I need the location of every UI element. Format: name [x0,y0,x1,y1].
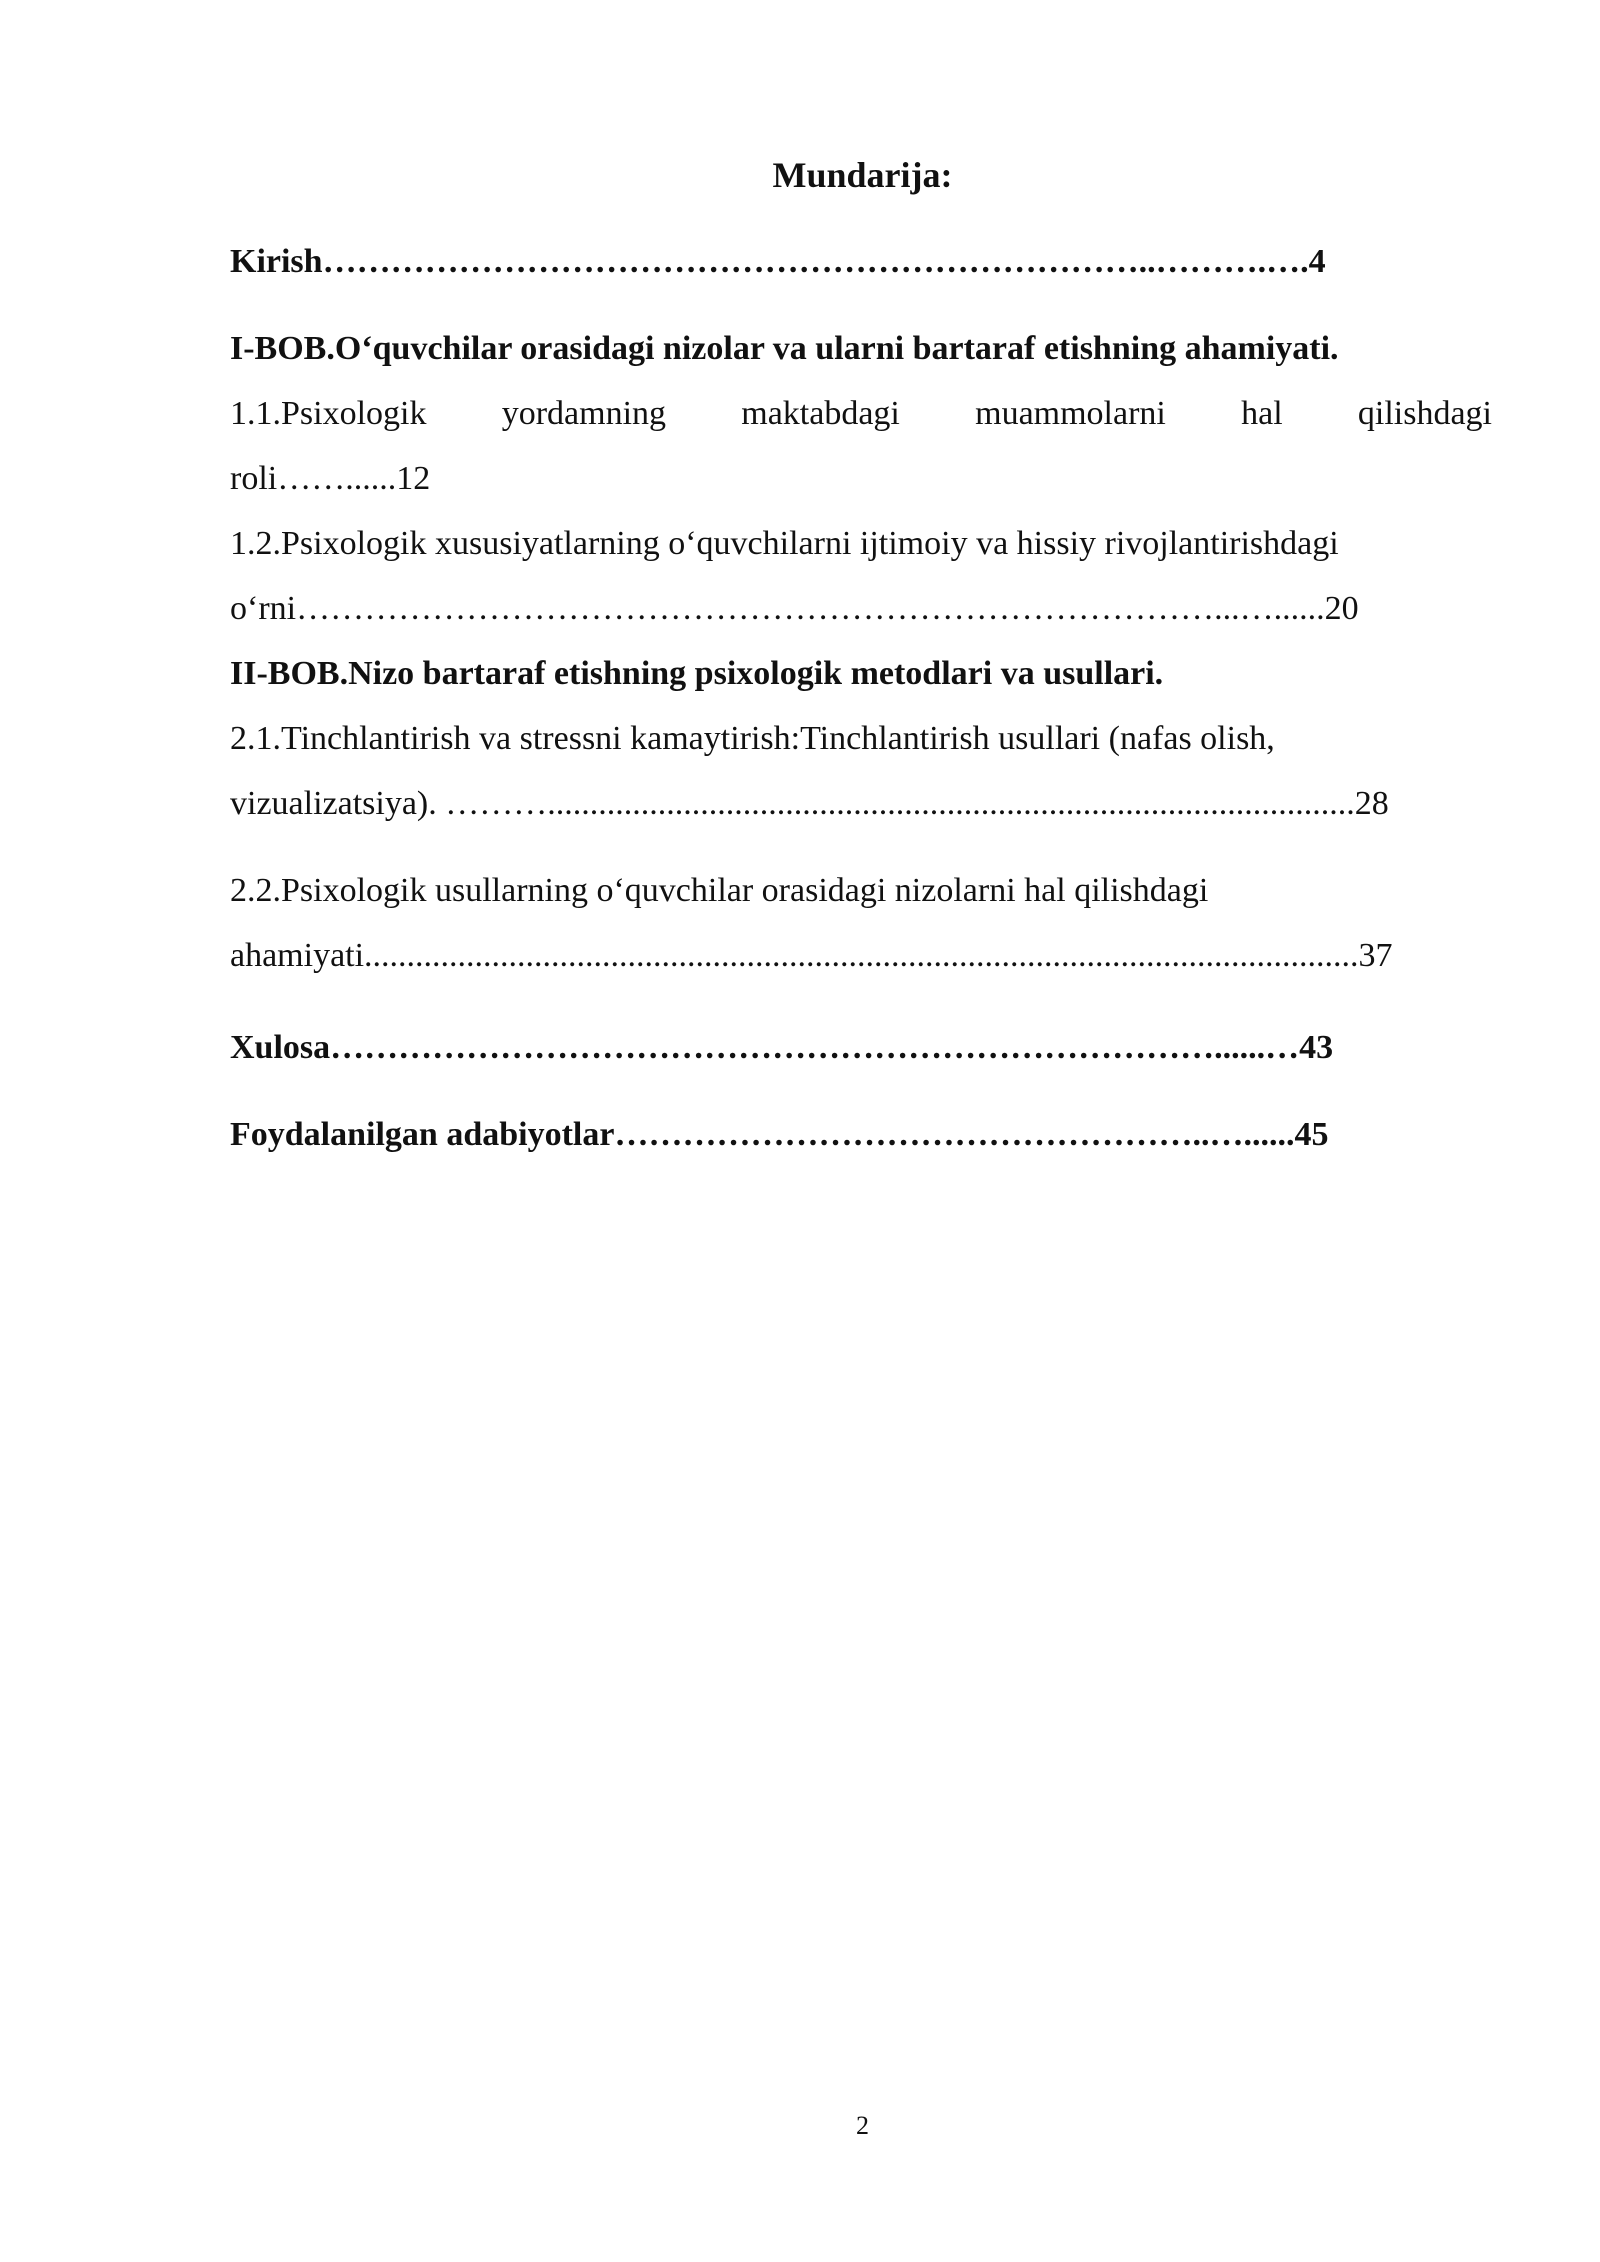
toc-entry-1-1-word: muammolarni [975,395,1166,432]
toc-entry-2-1-continuation: vizualizatsiya). ………...............................................................................................28 [230,785,1389,822]
toc-title: Mundarija: [772,155,953,195]
toc-entry-1-2: 1.2.Psixologik xususiyatlarning o‘quvchilarni ijtimoiy va hissiy rivojlantirishdagi [230,525,1339,562]
toc-entry-1-1-word: hal [1241,395,1283,432]
toc-entry-1-1-word: maktabdagi [741,395,900,432]
toc-heading-bob2: II-BOB.Nizo bartaraf etishning psixologik metodlari va usullari. [230,655,1164,692]
toc-entry-2-2: 2.2.Psixologik usullarning o‘quvchilar orasidagi nizolarni hal qilishdagi [230,872,1209,909]
toc-entry-kirish: Kirish………………………………………………………………..……….….4 [230,243,1326,280]
page-number: 2 [856,2111,869,2140]
toc-entry-2-2-continuation: ahamiyati.....................................................................................................................37 [230,937,1393,974]
toc-entry-1-1 [230,389,1492,439]
toc-heading-bob1: I-BOB.O‘quvchilar orasidagi nizolar va ularni bartaraf etishning ahamiyati. [230,330,1339,367]
toc-entry-adabiyotlar: Foydalanilgan adabiyotlar……………………………………………..…......45 [230,1116,1329,1153]
toc-entry-xulosa: Xulosa……………………………………………………………………......…43 [230,1029,1334,1066]
toc-entry-1-1-continuation: roli……......12 [230,460,431,497]
toc-entry-1-1-word: yordamning [501,395,667,432]
toc-entry-2-1: 2.1.Tinchlantirish va stressni kamaytirish:Tinchlantirish usullari (nafas olish, [230,720,1275,757]
toc-entry-1-1-word: qilishdagi [1357,395,1492,432]
toc-entry-1-2-continuation: o‘rni………………………………………………………………………...…......20 [230,590,1359,627]
toc-entry-1-1-word: 1.1.Psixologik [230,395,427,432]
